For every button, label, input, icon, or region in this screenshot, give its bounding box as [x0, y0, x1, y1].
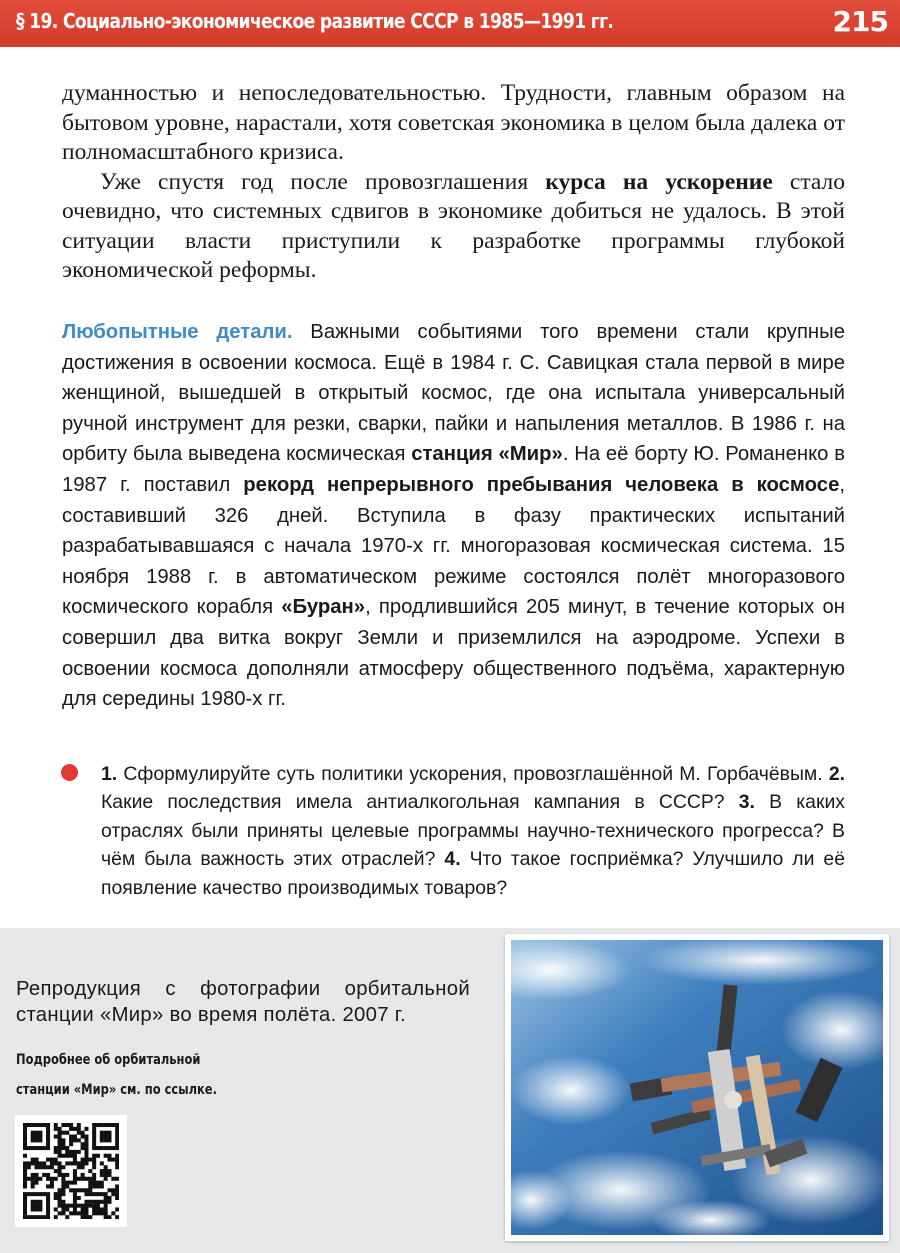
term-buran: «Буран»: [281, 596, 366, 619]
curious-details-section: Любопытные детали. Важными событиями того времени стали крупные достижения в освоении космоса. Ещё в 1984 г. С. Савицкая стала первой в мире женщиной, вышедшей в открытый космос, где она испытала универсальный ручной инструмент для резки, сварки, пайки и напыления металлов. В 1986 г. на орбиту была выведена космическая станция «Мир». На её борту Ю. Романенко в 1987 г. поставил рекорд непрерывного пребывания человека в космосе, составивший 326 дней. Вступила в фазу практических испытаний разрабатывавшаяся с начала 1970-х гг. многоразовая космическая система. 15 ноября 1988 г. в автоматическом режиме состоялся полёт многоразового космического корабля «Буран», продлившийся 205 минут, в течение которых он совершил два витка вокруг Земли и приземлился на аэродроме. Успехи в освоении космоса дополняли атмосферу общественного подъёма, характерную для середины 1980-х гг.: [62, 321, 845, 711]
photo-caption: Репродукция с фотографии орбитальной станции «Мир» во время полёта. 2007 г.: [16, 978, 470, 1026]
review-questions: 1. Сформулируйте суть политики ускорения, провозглашённой М. Горбачёвым. 2. Какие последствия имела антиалкогольная кампания в СССР? 3. В каких отраслях были приняты целевые программы научно-технического прогресса? В чём была важность этих отраслей? 4. Что такое госприёмка? Улучшило ли её появление качество производимых товаров?: [101, 763, 845, 899]
term-acceleration: курса на ускорение: [545, 168, 773, 195]
term-mir-station: станция «Мир»: [411, 443, 563, 466]
main-text: [62, 79, 845, 286]
term-space-record: рекорд непрерывного пребывания человека в космосе: [243, 473, 840, 496]
details-heading: Любопытные детали.: [62, 321, 293, 343]
red-circle-bullet-icon: [61, 764, 78, 781]
space-station-photo: [505, 934, 889, 1241]
paragraph-1: думанностью и непоследовательностью. Трудности, главным образом на бытовом уровне, нарастали, хотя советская экономика в целом была далека от полномасштабного кризиса.: [62, 80, 845, 165]
chapter-title: § 19. Социально-экономическое развитие СССР в 1985—1991 гг.: [16, 9, 614, 33]
more-info-note: Подробнее об орбитальной станции «Мир» см. по ссылке.: [16, 1052, 217, 1098]
paragraph-2: Уже спустя год после провозглашения курса на ускорение стало очевидно, что системных сдвигов в экономике добиться не удалось. В этой ситуации власти приступили к разработке программы глубокой экономической реформы.: [62, 168, 845, 283]
page-header: [0, 0, 900, 47]
qr-code-icon[interactable]: [15, 1115, 127, 1227]
page-number: 215: [832, 5, 888, 38]
